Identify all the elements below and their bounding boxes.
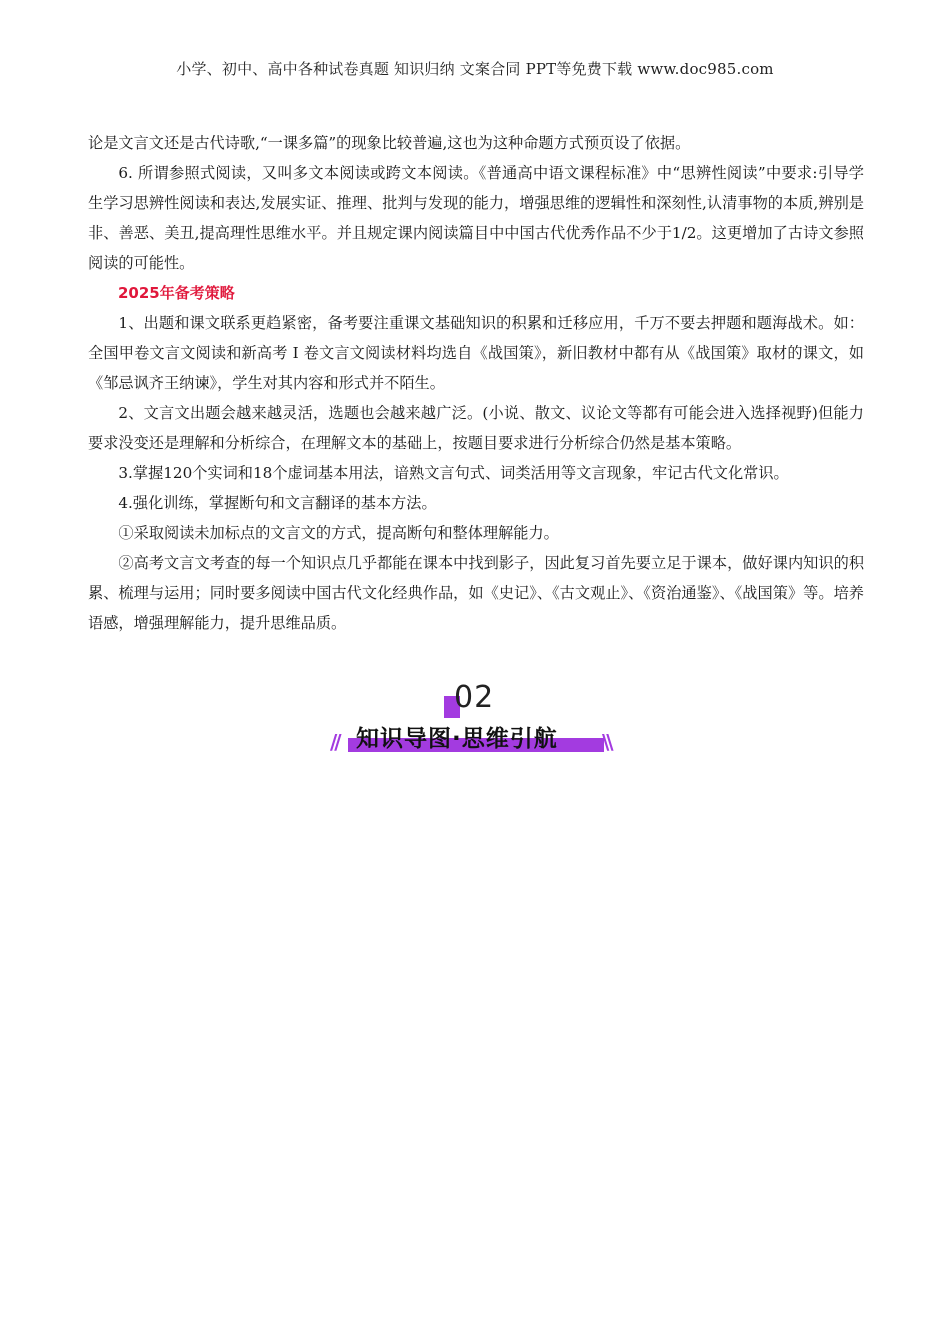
strategy-item-3: 3.掌握120个实词和18个虚词基本用法，谙熟文言句式、词类活用等文言现象，牢记古代文化常识。 <box>118 464 789 482</box>
strategy-sub-item-2: ②高考文言文考查的每一个知识点几乎都能在课本中找到影子，因此复习首先要立足于课本，做好课内知识的积累、梳理与运用；同时要多阅读中国古代文化经典作品，如《史记》、《古文观止》、《资治通鉴》、《战国策》等。培养语感，增强理解能力，提升思维品质。 <box>88 554 864 632</box>
decorative-slash-left: // <box>330 730 339 754</box>
strategy-item-2: 2、文言文出题会越来越灵活，选题也会越来越广泛。(小说、散文、议论文等都有可能会进入选择视野)但能力要求没变还是理解和分析综合，在理解文本的基础上，按题目要求进行分析综合仍然是基本策略。 <box>88 404 864 452</box>
section-banner <box>330 680 620 770</box>
document-body <box>88 128 864 638</box>
strategy-heading: 2025年备考策略 <box>118 284 235 302</box>
strategy-item-1: 1、出题和课文联系更趋紧密，备考要注重课文基础知识的积累和迁移应用，千万不要去押题和题海战术。如：全国甲卷文言文阅读和新高考 I 卷文言文阅读材料均选自《战国策》，新旧教材中都有从《战国策》取材的课文，如《邹忌讽齐王纳谏》，学生对其内容和形式并不陌生。 <box>88 314 864 392</box>
strategy-item-4: 4.强化训练，掌握断句和文言翻译的基本方法。 <box>118 494 437 512</box>
decorative-slash-right: \\ <box>602 730 611 754</box>
section-number: 02 <box>454 680 495 715</box>
page-header: 小学、初中、高中各种试卷真题 知识归纳 文案合同 PPT等免费下载 www.doc985.com <box>176 60 774 78</box>
paragraph-item-6: 6. 所谓参照式阅读，又叫多文本阅读或跨文本阅读。《普通高中语文课程标准》中“思辨性阅读”中要求:引导学生学习思辨性阅读和表达,发展实证、推理、批判与发现的能力，增强思维的逻辑性和深刻性,认清事物的本质,辨别是非、善恶、美丑,提高理性思维水平。并且规定课内阅读篇目中中国古代优秀作品不少于1/2。这更增加了古诗文参照阅读的可能性。 <box>88 164 864 272</box>
strategy-sub-item-1: ①采取阅读未加标点的文言文的方式，提高断句和整体理解能力。 <box>118 524 559 542</box>
section-title: 知识导图·思维引航 <box>356 726 558 752</box>
paragraph-continuation: 论是文言文还是古代诗歌,“一课多篇”的现象比较普遍,这也为这种命题方式预页设了依据。 <box>88 134 691 152</box>
